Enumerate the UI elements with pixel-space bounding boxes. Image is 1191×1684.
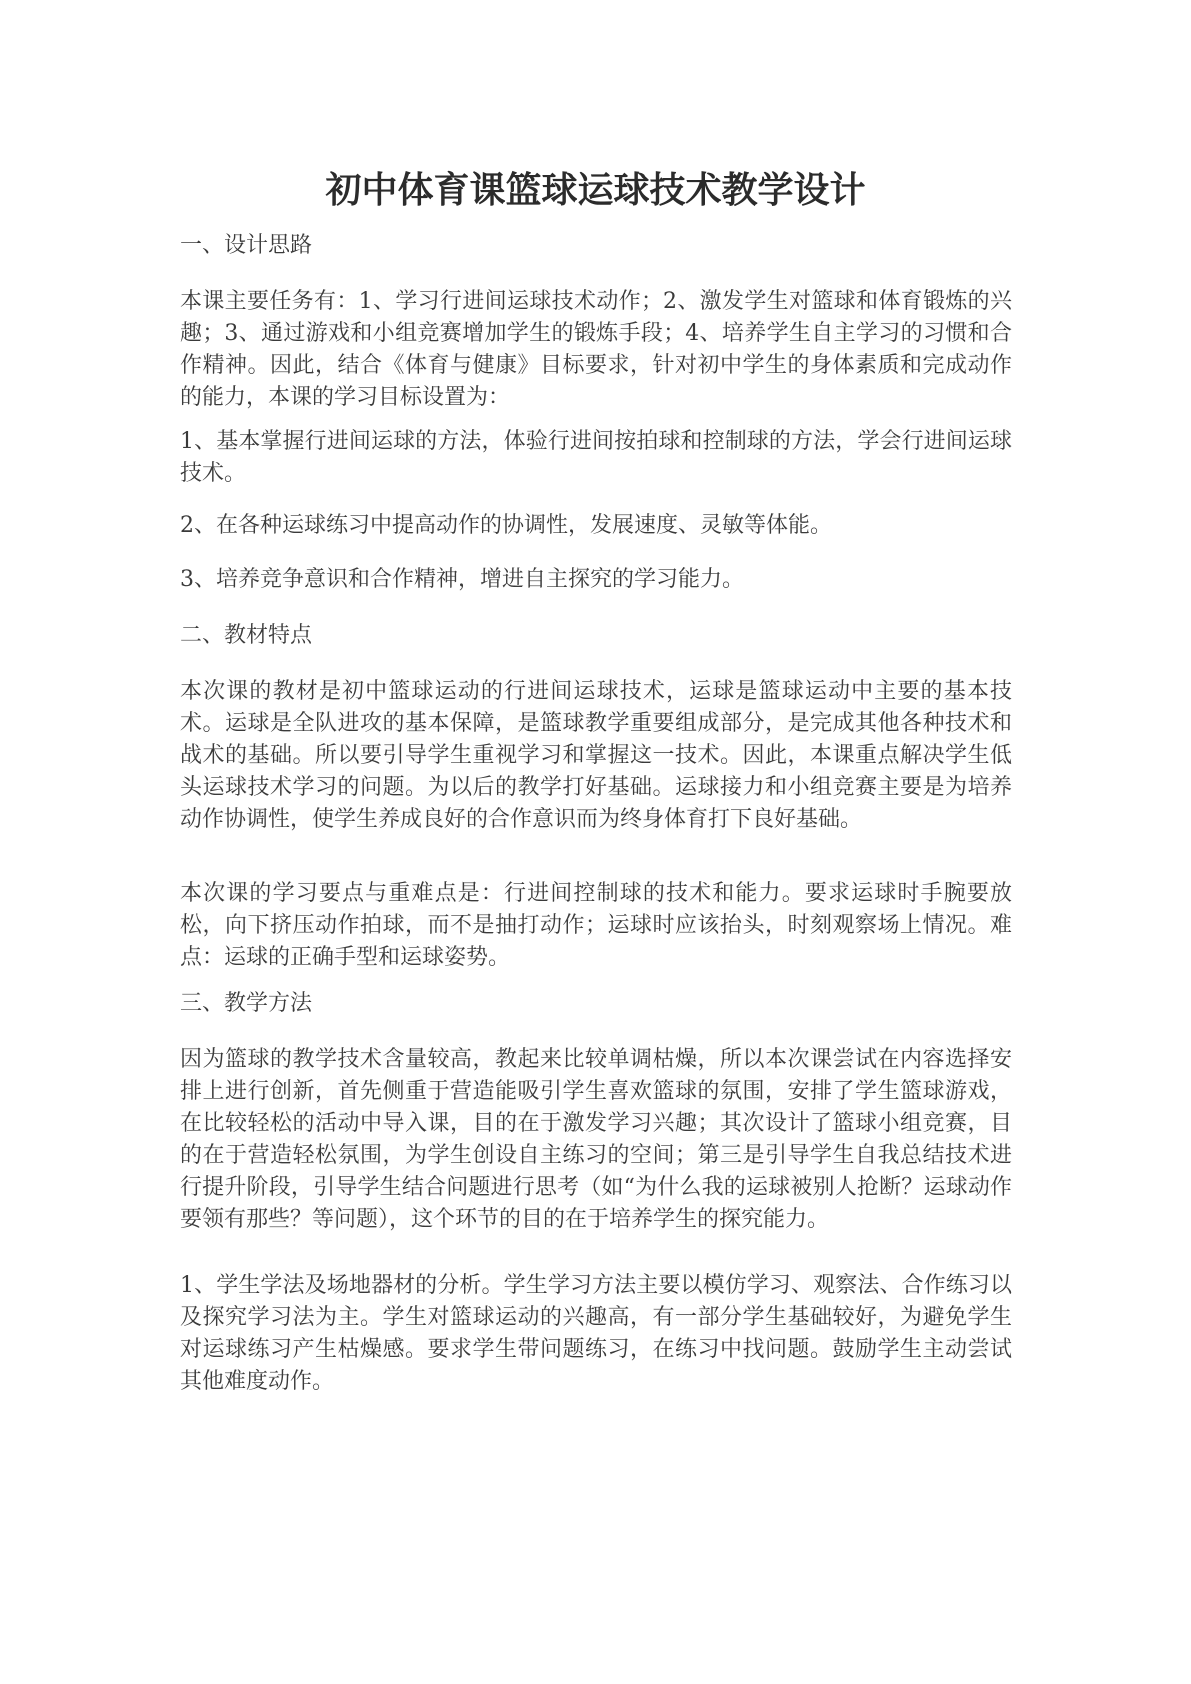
section-heading-design-idea: 一、设计思路 <box>180 233 313 258</box>
paragraph-teaching-methods: 因为篮球的教学技术含量较高，教起来比较单调枯燥，所以本次课尝试在内容选择安排上进行创新，首先侧重于营造能吸引学生喜欢篮球的氛围，安排了学生篮球游戏，在比较轻松的活动中导入课，目的在于激发学习兴趣；其次设计了篮球小组竞赛，目的在于营造轻松氛围，为学生创设自主练习的空间；第三是引导学生自我总结技术进行提升阶段，引导学生结合问题进行思考（如“为什么我的运球被别人抢断？运球动作要领有那些？等问题），这个环节的目的在于培养学生的探究能力。 <box>180 1047 1012 1232</box>
section-heading-teaching-methods: 三、教学方法 <box>180 991 313 1016</box>
paragraph-course-tasks: 本课主要任务有：1、学习行进间运球技术动作；2、激发学生对篮球和体育锻炼的兴趣；3、通过游戏和小组竞赛增加学生的锻炼手段；4、培养学生自主学习的习惯和合作精神。因此，结合《体育与健康》目标要求，针对初中学生的身体素质和完成动作的能力，本课的学习目标设置为： <box>180 289 1012 410</box>
paragraph-material-description: 本次课的教材是初中篮球运动的行进间运球技术，运球是篮球运动中主要的基本技术。运球是全队进攻的基本保障，是篮球教学重要组成部分，是完成其他各种技术和战术的基础。所以要引导学生重视学习和掌握这一技术。因此，本课重点解决学生低头运球技术学习的问题。为以后的教学打好基础。运球接力和小组竞赛主要是为培养动作协调性，使学生养成良好的合作意识而为终身体育打下良好基础。 <box>180 679 1012 832</box>
paragraph-goal-3: 3、培养竞争意识和合作精神，增进自主探究的学习能力。 <box>180 567 744 592</box>
section-heading-material-features: 二、教材特点 <box>180 623 313 648</box>
paragraph-key-points: 本次课的学习要点与重难点是：行进间控制球的技术和能力。要求运球时手腕要放松，向下挤压动作拍球，而不是抽打动作；运球时应该抬头，时刻观察场上情况。难点：运球的正确手型和运球姿势。 <box>180 881 1012 970</box>
document-title: 初中体育课篮球运球技术教学设计 <box>325 169 866 211</box>
paragraph-goal-2: 2、在各种运球练习中提高动作的协调性，发展速度、灵敏等体能。 <box>180 513 832 538</box>
paragraph-learning-methods: 1、学生学法及场地器材的分析。学生学习方法主要以模仿学习、观察法、合作练习以及探究学习法为主。学生对篮球运动的兴趣高，有一部分学生基础较好，为避免学生对运球练习产生枯燥感。要求学生带问题练习，在练习中找问题。鼓励学生主动尝试其他难度动作。 <box>180 1273 1012 1394</box>
paragraph-goal-1: 1、基本掌握行进间运球的方法，体验行进间按拍球和控制球的方法，学会行进间运球技术。 <box>180 429 1012 486</box>
